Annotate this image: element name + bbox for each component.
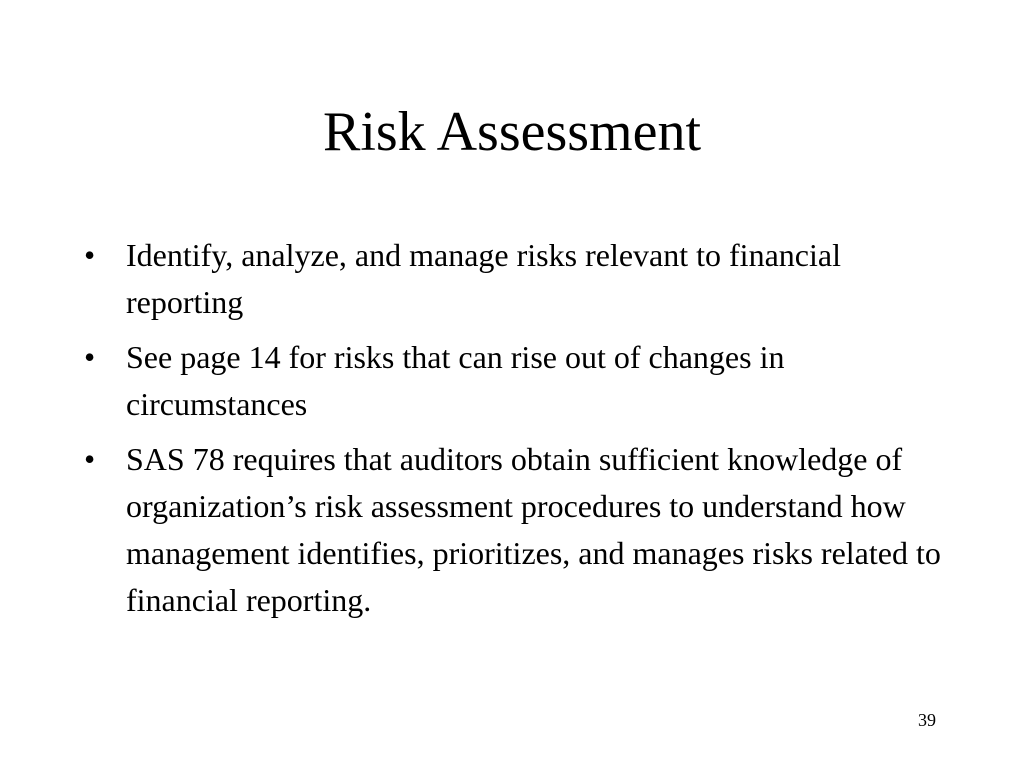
bullet-dot-icon: •: [84, 441, 96, 477]
bullet-text: SAS 78 requires that auditors obtain sufficient knowledge of organization’s risk assessment procedures to understand how management identifies, prioritizes, and manages risks related to financial reporting.: [126, 441, 941, 618]
page-number: 39: [918, 710, 936, 730]
bullet-item: [84, 334, 964, 428]
bullet-item: [84, 436, 964, 624]
bullet-dot-icon: •: [84, 339, 96, 375]
bullet-list: [84, 232, 964, 632]
bullet-text: See page 14 for risks that can rise out of changes in circumstances: [126, 339, 785, 422]
slide-title: Risk Assessment: [322, 101, 702, 163]
bullet-text: Identify, analyze, and manage risks relevant to financial reporting: [126, 237, 841, 320]
bullet-item: [84, 232, 964, 326]
bullet-dot-icon: •: [84, 237, 96, 273]
